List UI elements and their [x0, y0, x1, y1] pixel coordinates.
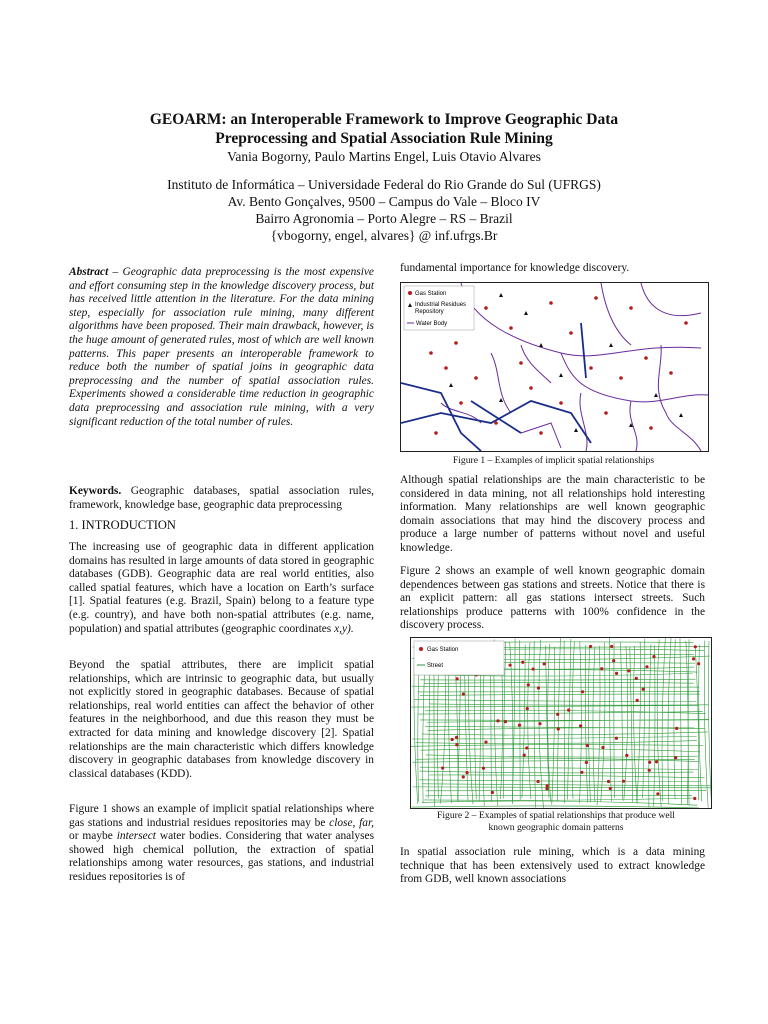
abstract-text: – Geographic data preprocessing is the most expensive and effort consuming step in the knowledge discovery process, but has received little attention in the literature. For the data mining step, especially for association rule mining, many different algorithms have been proposed. Their main drawback, however, is the huge amount of generated rules, most of which are well known patterns. This paper presents an interoperable framework to reduce both the number of spatial joins in geographic data preprocessing and the number of spatial association rules. Experiments showed a considerable time reduction in geographic data preprocessing and association rule mining, with a very significant reduction of the total number of rules.	[69, 266, 374, 428]
intro-p3-text-b: or maybe	[69, 830, 117, 843]
street-line	[580, 641, 582, 803]
gas-station-point	[462, 693, 465, 696]
keywords-label: Keywords.	[69, 485, 122, 497]
intro-p3-close: close, far,	[329, 816, 374, 829]
gas-station-point	[525, 746, 528, 749]
street-line	[601, 643, 605, 802]
gas-station-point	[585, 761, 588, 764]
gas-station-point	[527, 683, 530, 686]
gas-station-point	[609, 787, 612, 790]
gas-station-point	[543, 662, 546, 665]
figure-2-map	[410, 637, 712, 809]
street-line	[624, 646, 628, 801]
legend-industrial-label-2: Repository	[415, 309, 444, 315]
street-line	[649, 644, 651, 807]
gas-station-point	[455, 743, 458, 746]
gas-station-point	[635, 677, 638, 680]
gas-station-point	[532, 667, 535, 670]
right-paragraph-0: fundamental importance for knowledge discovery.	[400, 262, 630, 274]
gas-station-point	[465, 771, 468, 774]
figure-1-map	[400, 282, 709, 452]
gas-station-point	[612, 659, 615, 662]
gas-station-point	[462, 775, 465, 778]
gas-station-point	[674, 756, 677, 759]
street-line	[704, 640, 708, 807]
gas-station-point	[455, 677, 458, 680]
gas-station-point	[538, 722, 541, 725]
legend-gas-marker	[419, 647, 423, 651]
intro-paragraph-3	[69, 803, 374, 885]
gas-station-point	[567, 709, 570, 712]
gas-station-point	[636, 699, 639, 702]
gas-station-point	[600, 667, 603, 670]
gas-station-point	[557, 727, 560, 730]
keywords-text: Geographic databases, spatial association rules, framework, knowledge base, geographic data preprocessing	[69, 485, 374, 511]
affiliation-line-3: Bairro Agronomia – Porto Alegre – RS – Brazil	[255, 211, 513, 226]
street-line	[421, 749, 700, 752]
right-paragraph-2: Figure 2 shows an example of well known geographic domain dependences between gas stations and streets. Notice that there is an explicit pattern: all gas stations intersect streets. Such relationships produce patterns with 100% confidence in the discovery process.	[400, 565, 705, 632]
legend-gas-label: Gas Station	[415, 291, 447, 297]
figure-1-caption: Figure 1 – Examples of implicit spatial relationships	[452, 455, 655, 466]
street-line	[414, 699, 697, 701]
gas-station-point	[482, 767, 485, 770]
gas-station-point	[491, 791, 494, 794]
gas-station-point	[610, 645, 613, 648]
street-line	[425, 795, 692, 796]
affiliation-line-1: Instituto de Informática – Universidade Federal do Rio Grande do Sul (UFRGS)	[167, 177, 601, 192]
legend-gas-label: Gas Station	[427, 647, 459, 653]
gas-station-point	[692, 657, 695, 660]
figure-2-svg	[411, 638, 711, 808]
gas-station-point	[455, 736, 458, 739]
street-line	[412, 806, 699, 808]
gas-station-point	[536, 780, 539, 783]
gas-station-point	[615, 737, 618, 740]
street-line	[411, 745, 703, 747]
gas-station-point	[655, 760, 658, 763]
gas-station-point	[648, 761, 651, 764]
street-line	[413, 787, 711, 788]
street-line	[654, 645, 655, 806]
gas-station-point	[627, 669, 630, 672]
street-line	[427, 719, 709, 722]
paper-title	[90, 110, 678, 148]
street-line	[412, 686, 699, 687]
gas-station-point	[694, 645, 697, 648]
street-line	[422, 784, 711, 786]
street-line	[708, 641, 711, 808]
abstract-label: Abstract	[69, 266, 109, 278]
gas-station-point	[451, 738, 454, 741]
street-line	[695, 646, 699, 801]
gas-station-point	[693, 797, 696, 800]
gas-station-point	[601, 746, 604, 749]
affiliation-emails: {vbogorny, engel, alvares} @ inf.ufrgs.Br	[270, 228, 498, 243]
street-line	[637, 641, 641, 802]
title-line-2: Preprocessing and Spatial Association Rule Mining	[215, 130, 553, 147]
intro-p3-intersect: intersect	[116, 830, 156, 843]
gas-station-point	[509, 664, 512, 667]
intro-p1-text: The increasing use of geographic data in different application domains has resulted in large amounts of data stored in geographic databases (GDB). Geographic data are real world entities, also called spatial features, which have a location on Earth’s surface [1]. Spatial features (e.g. Brazil, Spain) belong to a feature type (e.g. country), and have both non-spatial attributes (e.g. name, population) and spatial attributes (geographic coordinates	[69, 541, 374, 635]
street-line	[662, 638, 665, 801]
gas-station-point	[556, 713, 559, 716]
gas-station-point	[484, 741, 487, 744]
gas-station-point	[645, 665, 648, 668]
intro-p1-coords: x,y).	[334, 622, 354, 635]
legend-water-label: Water Body	[416, 321, 448, 327]
figure-1-svg	[401, 283, 708, 451]
intro-paragraph-2: Beyond the spatial attributes, there are implicit spatial relationships, which are intrinsic to geographic data, but usually not explicitly stored in geographic databases. Because of spatial relationships, real world entities can affect the behavior of other features in the neighborhood, and due this reason they must be extracted for data mining and knowledge discovery [2]. Spatial relationships are the main characteristic which differs knowledge discovery in geographic databases from knowledge discovery in classical databases (KDD).	[69, 659, 374, 780]
gas-station-point	[518, 724, 521, 727]
street-line	[422, 801, 698, 805]
intro-paragraph-1	[69, 541, 374, 636]
gas-station-point	[652, 655, 655, 658]
figure-2-caption	[400, 810, 712, 834]
title-line-1: GEOARM: an Interoperable Framework to Improve Geographic Data	[149, 111, 619, 128]
street-line	[634, 646, 638, 804]
legend-street-label: Street	[427, 663, 444, 669]
gas-station-point	[546, 784, 549, 787]
right-paragraph-3: In spatial association rule mining, which is a data mining technique that has been extensively used to extract knowledge from GDB, well known associations	[400, 846, 705, 886]
gas-station-point	[441, 766, 444, 769]
water-body-lines	[441, 283, 708, 451]
gas-station-point	[642, 688, 645, 691]
street-line	[420, 767, 699, 769]
gas-station-point	[523, 753, 526, 756]
gas-station-point	[537, 686, 540, 689]
gas-station-point	[675, 727, 678, 730]
gas-station-point	[580, 771, 583, 774]
gas-station-point	[581, 690, 584, 693]
intro-p3-text-a: Figure 1 shows an example of implicit spatial relationships where gas stations and industrial residues repositories may be	[69, 803, 374, 829]
street-line	[534, 641, 536, 808]
authors: Vania Bogorny, Paulo Martins Engel, Luis Otavio Alvares	[227, 149, 541, 164]
section-heading-introduction: 1. INTRODUCTION	[69, 518, 176, 532]
road-lines	[401, 323, 591, 451]
gas-station-point	[625, 754, 628, 757]
gas-station-point	[545, 787, 548, 790]
legend-industrial-label-1: Industrial Residues	[415, 302, 467, 308]
street-line	[419, 771, 693, 773]
gas-station-point	[579, 724, 582, 727]
street-line	[520, 640, 521, 800]
gas-station-point	[504, 720, 507, 723]
street-line	[429, 775, 704, 778]
gas-station-point	[615, 672, 618, 675]
gas-station-point	[586, 744, 589, 747]
intro-p3-text-c: water bodies. Considering that water analyses showed high chemical pollution, the extraction of spatial relationships among water resources, gas stations, and industrial residues repositories is of	[69, 830, 374, 883]
street-line	[585, 645, 587, 803]
gas-station-point	[607, 780, 610, 783]
street-line	[419, 780, 701, 782]
gas-station-point	[648, 769, 651, 772]
gas-station-point	[697, 662, 700, 665]
affiliation-line-2: Av. Bento Gonçalves, 9500 – Campus do Vale – Bloco IV	[227, 194, 541, 209]
street-line	[688, 639, 689, 805]
abstract	[69, 266, 374, 429]
street-line	[420, 679, 695, 680]
street-line	[430, 704, 709, 705]
street-line	[418, 712, 703, 714]
gas-station-point	[521, 661, 524, 664]
gas-station-point	[526, 707, 529, 710]
gas-station-point	[656, 792, 659, 795]
affiliation	[90, 176, 678, 244]
figure-2-caption-line-2: known geographic domain patterns	[488, 822, 624, 833]
gas-station-point	[496, 719, 499, 722]
right-paragraph-1: Although spatial relationships are the main characteristic to be considered in data mining, not all relationships hold interesting information. Many relationships are well known geographic domain associations that may hind the discovery process and produce a large number of patterns without novel and useful knowledge.	[400, 474, 705, 554]
street-line	[422, 732, 708, 735]
gas-station-point	[622, 780, 625, 783]
keywords	[69, 485, 374, 512]
legend-gas-marker	[408, 291, 412, 295]
gas-station-point	[589, 645, 592, 648]
figure-2-caption-line-1: Figure 2 – Examples of spatial relationships that produce well	[437, 810, 675, 821]
